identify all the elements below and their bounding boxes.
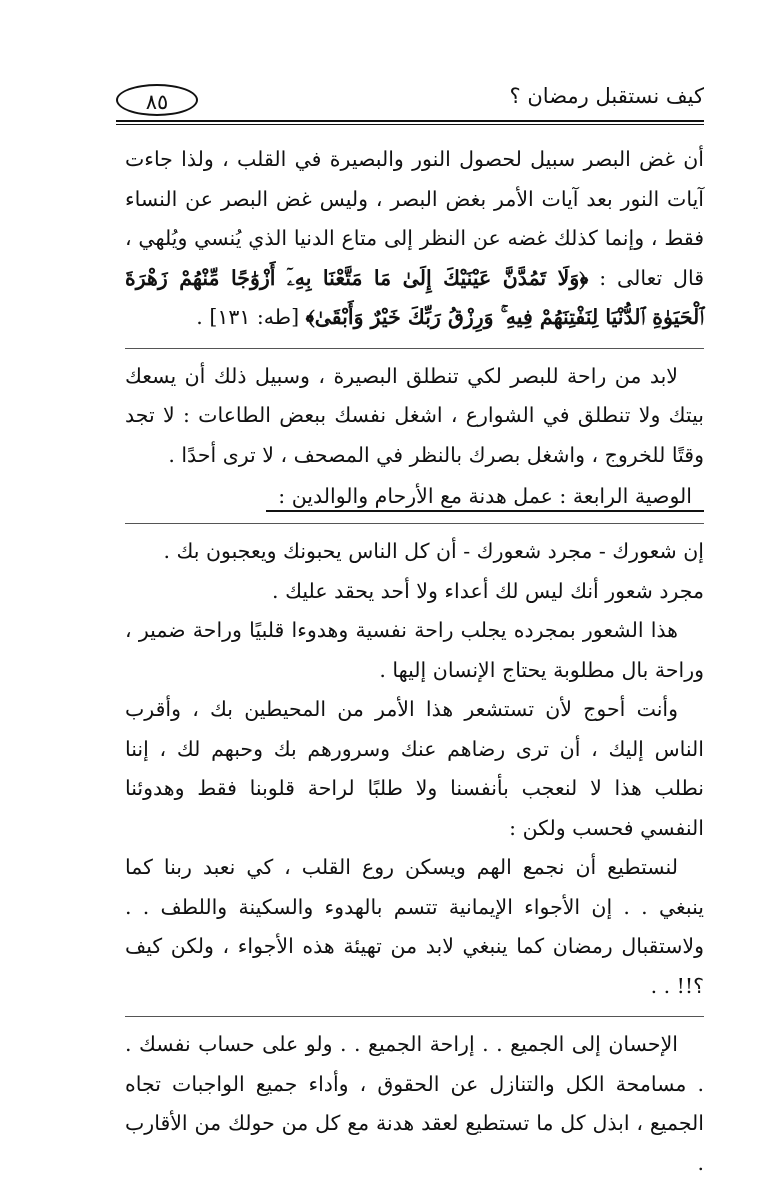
paragraph-6: وأنت أحوج لأن تستشعر هذا الأمر من المحيطين بك ، وأقرب الناس إليك ، أن ترى رضاهم عنك وسرورهم بك وحبهم لك ، إننا نطلب هذا لا لنعجب بأنفسنا ولا طلبًا لراحة قلوبنا فقط وهدوئنا النفسي فحسب ولكن : (125, 697, 704, 840)
page-number: ٨٥ (116, 84, 198, 116)
paragraph-4: مجرد شعور أنك ليس لك أعداء ولا أحد يحقد عليك . (272, 578, 704, 603)
running-title: كيف نستقبل رمضان ؟ (509, 84, 704, 108)
header-rule (116, 120, 704, 122)
body-text (125, 140, 704, 1183)
verse-reference: [طه: ١٣١] . (196, 305, 300, 329)
paragraph-5: هذا الشعور بمجرده يجلب راحة نفسية وهدوءا قلبيًا وراحة ضمير ، وراحة بال مطلوبة يحتاج الإنسان إليها . (125, 618, 704, 682)
paragraph-7: لنستطيع أن نجمع الهم ويسكن روع القلب ، كي نعبد ربنا كما ينبغي . . إن الأجواء الإيمانية تتسم بالهدوء والسكينة واللطف . . ولاستقبال رمضان كما ينبغي لابد من تهيئة هذه الأجواء ، ولكن كيف ؟!! . . (125, 855, 704, 998)
paragraph-8: الإحسان إلى الجميع . . إراحة الجميع . . ولو على حساب نفسك . . مسامحة الكل والتنازل عن الحقوق ، وأداء جميع الواجبات تجاه الجميع ، ابذل كل ما تستطيع لعقد هدنة مع كل من حولك من الأقارب . (125, 1032, 704, 1175)
section-divider-3 (125, 1016, 704, 1017)
section-divider-2 (125, 523, 704, 524)
section-heading (125, 479, 704, 513)
paragraph-2: لابد من راحة للبصر لكي تنطلق البصيرة ، وسبيل ذلك أن يسعك بيتك ولا تنطلق في الشوارع ، اشغل نفسك ببعض الطاعات : لا تجد وقتًا للخروج ، واشغل بصرك بالنظر في المصحف ، لا ترى أحدًا . (125, 363, 704, 467)
header-rule-thin (116, 124, 704, 125)
paragraph-1 (125, 140, 704, 338)
section-heading-text: الوصية الرابعة : عمل هدنة مع الأرحام والوالدين : (266, 484, 704, 512)
quran-verse: ﴿وَلَا تَمُدَّنَّ عَيْنَيْكَ إِلَىٰ مَا مَتَّعْنَا بِهِۦٓ أَزْوَٰجًا مِّنْهُمْ زَهْرَةَ ٱلْحَيَوٰةِ ٱلدُّنْيَا لِنَفْتِنَهُمْ فِيهِ ۚ وَرِزْقُ رَبِّكَ خَيْرٌ وَأَبْقَىٰ﴾ (125, 265, 704, 329)
section-divider (125, 348, 704, 349)
paragraph-1-text: أن غض البصر سبيل لحصول النور والبصيرة في القلب ، ولذا جاءت آيات النور بعد آيات الأمر بغض البصر ، وليس غض البصر عن النساء فقط ، وإنما كذلك غضه عن النظر إلى متاع الدنيا الذي يُنسي ويُلهي ، قال تعالى : (125, 147, 704, 290)
paragraph-3: إن شعورك - مجرد شعورك - أن كل الناس يحبونك ويعجبون بك . (163, 539, 704, 563)
